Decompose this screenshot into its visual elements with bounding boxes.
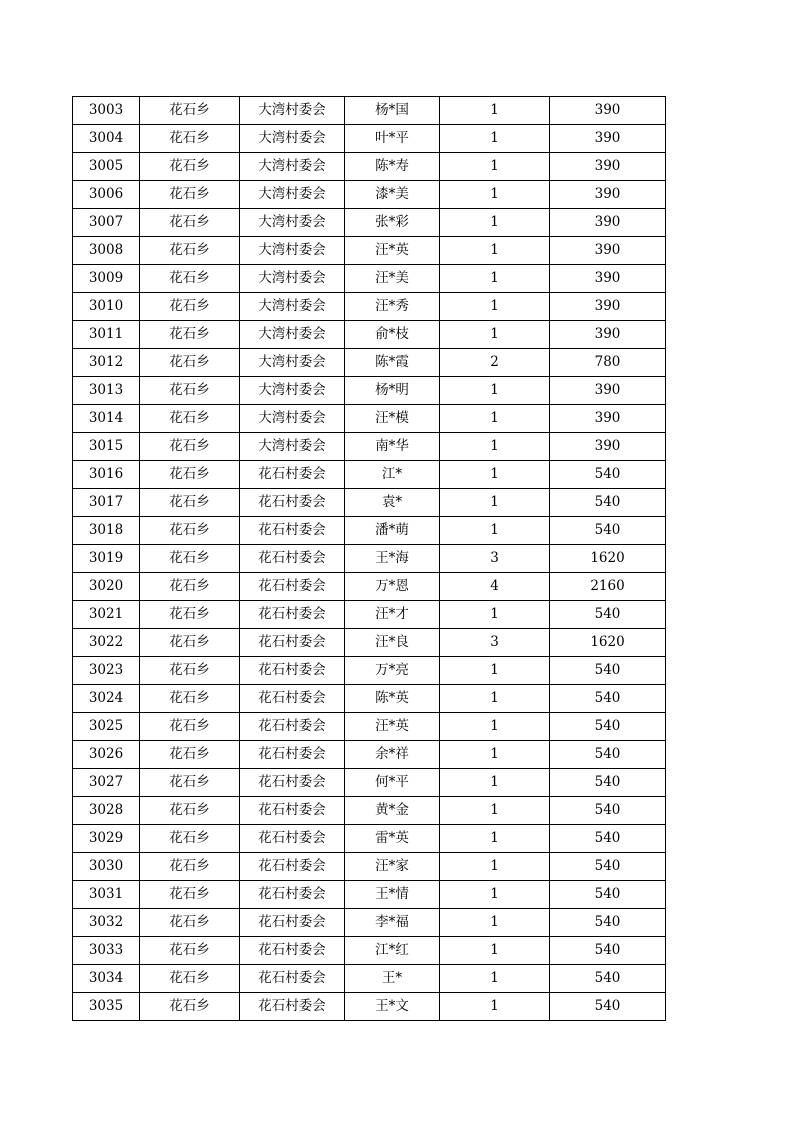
table-row [73,769,666,797]
cell-township: 花石乡 [140,237,240,265]
cell-amount: 390 [550,97,666,125]
cell-count: 1 [440,517,550,545]
cell-village: 大湾村委会 [240,321,345,349]
cell-township: 花石乡 [140,433,240,461]
cell-village: 花石村委会 [240,825,345,853]
cell-count: 1 [440,909,550,937]
cell-count: 1 [440,741,550,769]
cell-count: 3 [440,545,550,573]
cell-name: 汪*良 [345,629,440,657]
cell-township: 花石乡 [140,97,240,125]
cell-count: 2 [440,349,550,377]
cell-number: 3021 [73,601,140,629]
cell-count: 1 [440,993,550,1021]
cell-amount: 540 [550,769,666,797]
cell-amount: 390 [550,153,666,181]
cell-township: 花石乡 [140,909,240,937]
cell-village: 大湾村委会 [240,237,345,265]
cell-count: 1 [440,769,550,797]
cell-count: 3 [440,629,550,657]
cell-name: 雷*英 [345,825,440,853]
table-row [73,265,666,293]
cell-number: 3016 [73,461,140,489]
cell-name: 陈*霞 [345,349,440,377]
cell-village: 花石村委会 [240,461,345,489]
cell-township: 花石乡 [140,741,240,769]
table-row [73,461,666,489]
cell-amount: 390 [550,433,666,461]
cell-number: 3022 [73,629,140,657]
cell-township: 花石乡 [140,153,240,181]
cell-township: 花石乡 [140,937,240,965]
table-row [73,629,666,657]
cell-township: 花石乡 [140,629,240,657]
cell-count: 1 [440,321,550,349]
cell-name: 江*红 [345,937,440,965]
cell-name: 李*福 [345,909,440,937]
cell-number: 3030 [73,853,140,881]
cell-village: 花石村委会 [240,657,345,685]
cell-number: 3014 [73,405,140,433]
cell-village: 大湾村委会 [240,153,345,181]
cell-village: 花石村委会 [240,629,345,657]
cell-name: 杨*明 [345,377,440,405]
table-row [73,993,666,1021]
cell-amount: 540 [550,825,666,853]
cell-township: 花石乡 [140,265,240,293]
cell-township: 花石乡 [140,293,240,321]
cell-village: 大湾村委会 [240,377,345,405]
cell-count: 1 [440,489,550,517]
cell-name: 俞*枝 [345,321,440,349]
cell-count: 1 [440,685,550,713]
cell-count: 1 [440,601,550,629]
cell-count: 1 [440,209,550,237]
table-row [73,377,666,405]
cell-amount: 540 [550,657,666,685]
cell-name: 张*彩 [345,209,440,237]
cell-village: 花石村委会 [240,769,345,797]
cell-amount: 540 [550,601,666,629]
cell-count: 4 [440,573,550,601]
cell-name: 叶*平 [345,125,440,153]
cell-amount: 390 [550,181,666,209]
cell-name: 陈*英 [345,685,440,713]
cell-name: 万*恩 [345,573,440,601]
cell-name: 汪*英 [345,237,440,265]
cell-number: 3008 [73,237,140,265]
cell-amount: 390 [550,237,666,265]
cell-count: 1 [440,965,550,993]
table-row [73,209,666,237]
table-row [73,489,666,517]
cell-count: 1 [440,125,550,153]
table-row [73,517,666,545]
table-row [73,573,666,601]
cell-village: 大湾村委会 [240,433,345,461]
cell-village: 花石村委会 [240,517,345,545]
cell-township: 花石乡 [140,377,240,405]
cell-count: 1 [440,937,550,965]
cell-amount: 540 [550,517,666,545]
cell-village: 花石村委会 [240,965,345,993]
cell-number: 3031 [73,881,140,909]
cell-number: 3013 [73,377,140,405]
cell-village: 花石村委会 [240,685,345,713]
cell-number: 3033 [73,937,140,965]
cell-amount: 540 [550,909,666,937]
cell-amount: 390 [550,293,666,321]
cell-count: 1 [440,797,550,825]
cell-village: 大湾村委会 [240,349,345,377]
cell-village: 大湾村委会 [240,405,345,433]
cell-number: 3003 [73,97,140,125]
cell-number: 3026 [73,741,140,769]
cell-amount: 540 [550,965,666,993]
cell-amount: 390 [550,377,666,405]
table-row [73,685,666,713]
table-row [73,321,666,349]
cell-number: 3020 [73,573,140,601]
cell-township: 花石乡 [140,713,240,741]
cell-village: 花石村委会 [240,937,345,965]
cell-name: 南*华 [345,433,440,461]
cell-count: 1 [440,433,550,461]
cell-number: 3024 [73,685,140,713]
cell-amount: 540 [550,937,666,965]
cell-name: 袁* [345,489,440,517]
table-row [73,125,666,153]
table-row [73,405,666,433]
cell-number: 3034 [73,965,140,993]
cell-name: 汪*秀 [345,293,440,321]
cell-village: 大湾村委会 [240,125,345,153]
cell-township: 花石乡 [140,125,240,153]
cell-number: 3025 [73,713,140,741]
cell-township: 花石乡 [140,321,240,349]
cell-village: 大湾村委会 [240,209,345,237]
table-row [73,349,666,377]
cell-village: 花石村委会 [240,797,345,825]
cell-township: 花石乡 [140,965,240,993]
cell-amount: 540 [550,713,666,741]
cell-village: 花石村委会 [240,853,345,881]
cell-amount: 390 [550,265,666,293]
cell-amount: 540 [550,685,666,713]
cell-count: 1 [440,657,550,685]
cell-township: 花石乡 [140,573,240,601]
cell-township: 花石乡 [140,209,240,237]
cell-count: 1 [440,181,550,209]
cell-amount: 540 [550,461,666,489]
cell-name: 汪*才 [345,601,440,629]
cell-village: 花石村委会 [240,993,345,1021]
cell-amount: 540 [550,797,666,825]
cell-village: 大湾村委会 [240,97,345,125]
table-row [73,237,666,265]
cell-number: 3010 [73,293,140,321]
cell-name: 汪*英 [345,713,440,741]
cell-name: 陈*寿 [345,153,440,181]
cell-township: 花石乡 [140,601,240,629]
cell-number: 3023 [73,657,140,685]
cell-count: 1 [440,97,550,125]
cell-village: 花石村委会 [240,713,345,741]
cell-count: 1 [440,377,550,405]
cell-amount: 1620 [550,545,666,573]
cell-name: 汪*模 [345,405,440,433]
cell-number: 3004 [73,125,140,153]
cell-village: 大湾村委会 [240,265,345,293]
table-row [73,965,666,993]
table-row [73,797,666,825]
cell-number: 3006 [73,181,140,209]
cell-name: 王*文 [345,993,440,1021]
cell-village: 花石村委会 [240,573,345,601]
table-row [73,153,666,181]
cell-number: 3015 [73,433,140,461]
cell-name: 潘*萌 [345,517,440,545]
cell-amount: 540 [550,741,666,769]
cell-name: 余*祥 [345,741,440,769]
cell-number: 3018 [73,517,140,545]
cell-amount: 2160 [550,573,666,601]
table-row [73,741,666,769]
cell-amount: 540 [550,489,666,517]
cell-village: 大湾村委会 [240,293,345,321]
cell-village: 花石村委会 [240,881,345,909]
table-row [73,545,666,573]
cell-number: 3011 [73,321,140,349]
cell-township: 花石乡 [140,769,240,797]
cell-township: 花石乡 [140,993,240,1021]
cell-township: 花石乡 [140,685,240,713]
table-row [73,181,666,209]
cell-number: 3027 [73,769,140,797]
cell-name: 何*平 [345,769,440,797]
cell-amount: 540 [550,853,666,881]
cell-amount: 390 [550,405,666,433]
cell-number: 3005 [73,153,140,181]
cell-count: 1 [440,461,550,489]
cell-township: 花石乡 [140,405,240,433]
cell-number: 3019 [73,545,140,573]
table-row [73,433,666,461]
cell-amount: 540 [550,881,666,909]
table-row [73,657,666,685]
cell-number: 3012 [73,349,140,377]
cell-name: 万*亮 [345,657,440,685]
cell-count: 1 [440,853,550,881]
cell-number: 3035 [73,993,140,1021]
cell-name: 汪*美 [345,265,440,293]
cell-amount: 390 [550,321,666,349]
cell-township: 花石乡 [140,517,240,545]
cell-count: 1 [440,293,550,321]
cell-name: 漆*美 [345,181,440,209]
cell-amount: 540 [550,993,666,1021]
cell-village: 花石村委会 [240,545,345,573]
cell-amount: 390 [550,209,666,237]
cell-township: 花石乡 [140,489,240,517]
cell-number: 3009 [73,265,140,293]
cell-village: 花石村委会 [240,741,345,769]
cell-number: 3028 [73,797,140,825]
cell-amount: 390 [550,125,666,153]
cell-count: 1 [440,153,550,181]
table-row [73,825,666,853]
cell-village: 花石村委会 [240,489,345,517]
cell-township: 花石乡 [140,853,240,881]
cell-name: 王* [345,965,440,993]
cell-amount: 780 [550,349,666,377]
cell-name: 汪*家 [345,853,440,881]
cell-township: 花石乡 [140,881,240,909]
cell-amount: 1620 [550,629,666,657]
cell-count: 1 [440,881,550,909]
table-row [73,601,666,629]
cell-name: 王*情 [345,881,440,909]
table-row [73,881,666,909]
cell-village: 花石村委会 [240,909,345,937]
table-row [73,853,666,881]
cell-count: 1 [440,713,550,741]
table-row [73,937,666,965]
roster-body [73,97,666,1021]
cell-count: 1 [440,405,550,433]
table-row [73,909,666,937]
cell-number: 3017 [73,489,140,517]
roster-table [72,96,666,1021]
cell-count: 1 [440,265,550,293]
cell-township: 花石乡 [140,181,240,209]
cell-village: 大湾村委会 [240,181,345,209]
cell-number: 3029 [73,825,140,853]
cell-name: 王*海 [345,545,440,573]
table-row [73,713,666,741]
cell-count: 1 [440,825,550,853]
cell-number: 3007 [73,209,140,237]
cell-township: 花石乡 [140,797,240,825]
cell-township: 花石乡 [140,657,240,685]
table-row [73,293,666,321]
cell-township: 花石乡 [140,545,240,573]
cell-name: 江* [345,461,440,489]
cell-township: 花石乡 [140,461,240,489]
table-row [73,97,666,125]
cell-township: 花石乡 [140,825,240,853]
cell-number: 3032 [73,909,140,937]
cell-village: 花石村委会 [240,601,345,629]
cell-name: 黄*金 [345,797,440,825]
cell-count: 1 [440,237,550,265]
cell-township: 花石乡 [140,349,240,377]
cell-name: 杨*国 [345,97,440,125]
